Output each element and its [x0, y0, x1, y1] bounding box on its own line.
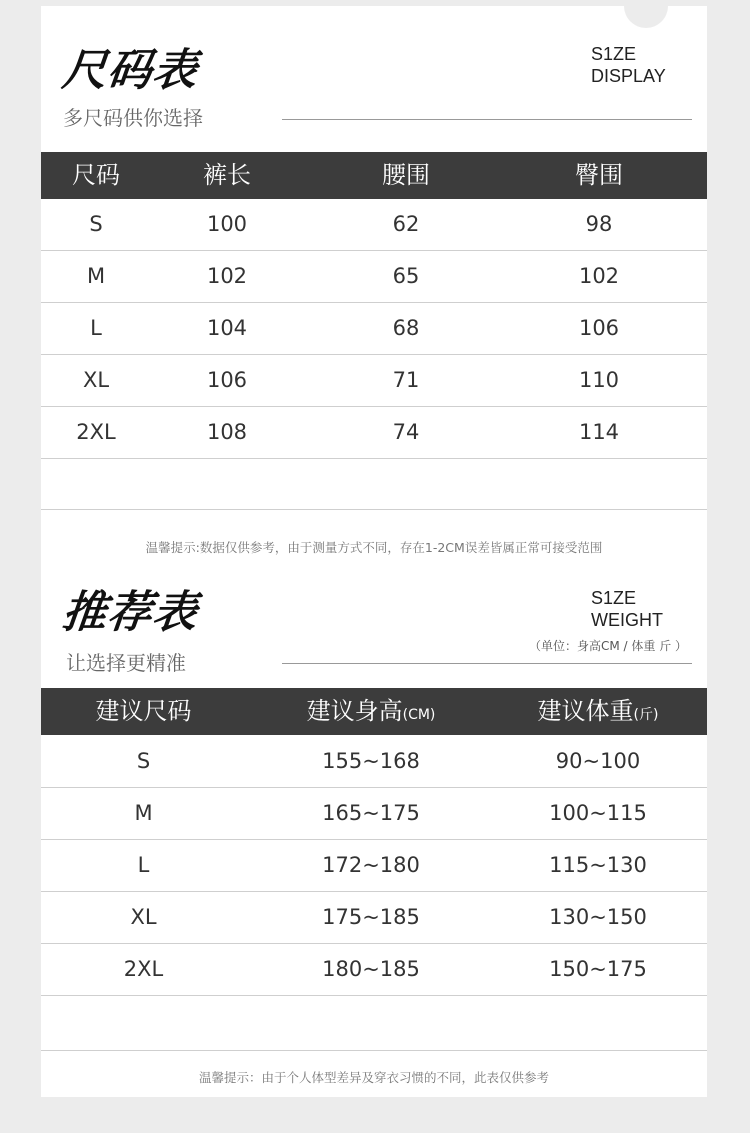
recommend-en-line1: S1ZE: [591, 588, 637, 608]
size-cell-size: XL: [82, 368, 110, 392]
recommend-table-header: [41, 688, 707, 735]
recommend-table-row: [41, 944, 707, 996]
size-table-tip: 温馨提示:数据仅供参考，由于测量方式不同，存在1-2CM误差皆属正常可接受范围: [145, 540, 603, 555]
recommend-table-row: [41, 840, 707, 892]
size-header-size: 尺码: [72, 161, 120, 189]
recommend-cell-weight: 115~130: [549, 853, 647, 877]
size-en-line2: DISPLAY: [591, 66, 666, 86]
size-cell-size: S: [89, 212, 103, 236]
recommend-cell-size: L: [137, 853, 150, 877]
recommend-cell-weight: 100~115: [549, 801, 647, 825]
recommend-header-weight-unit: (斤): [633, 707, 659, 723]
size-cell-size: L: [90, 316, 102, 340]
recommend-table-row: [41, 788, 707, 840]
recommend-header-size: [56, 688, 231, 735]
recommend-header-weight-label: 建议体重: [537, 697, 634, 725]
size-table-row: [41, 407, 707, 459]
recommend-header-height-unit: (CM): [402, 707, 436, 723]
size-table-title: 尺码表: [59, 45, 201, 96]
size-cell-length: 104: [206, 316, 248, 340]
recommend-cell-weight: 90~100: [555, 749, 641, 773]
size-en-line1: S1ZE: [591, 44, 637, 64]
size-header-length: 裤长: [203, 161, 251, 189]
size-cell-waist: 74: [392, 420, 420, 444]
recommend-cell-height: 155~168: [322, 749, 420, 773]
recommend-en-line2: WEIGHT: [591, 610, 663, 630]
size-table-row: [41, 303, 707, 355]
size-table-row: [41, 199, 707, 251]
size-table-row: [41, 355, 707, 407]
size-cell-length: 108: [206, 420, 248, 444]
recommend-header-height: [271, 688, 471, 735]
size-cell-hip: 106: [578, 316, 620, 340]
recommend-cell-size: 2XL: [123, 957, 164, 981]
card-notch: [624, 0, 668, 28]
size-cell-size: 2XL: [76, 420, 116, 444]
recommend-cell-height: 165~175: [322, 801, 420, 825]
size-cell-hip: 114: [578, 420, 620, 444]
recommend-header-height-label: 建议身高: [306, 697, 403, 725]
recommend-header-weight: [503, 688, 693, 735]
size-title-rule: [282, 119, 692, 120]
recommend-cell-weight: 130~150: [549, 905, 647, 929]
recommend-cell-weight: 150~175: [549, 957, 647, 981]
recommend-table-row: [41, 892, 707, 944]
recommend-title-rule: [282, 663, 692, 664]
size-table-header: [41, 152, 707, 199]
recommend-table-title: 推荐表: [59, 587, 201, 638]
size-header-waist: 腰围: [382, 161, 430, 189]
size-cell-length: 102: [206, 264, 248, 288]
recommend-section-divider: [41, 1050, 707, 1051]
size-section-divider: [41, 509, 707, 510]
size-cell-waist: 71: [392, 368, 420, 392]
size-table-row: [41, 251, 707, 303]
size-cell-waist: 68: [392, 316, 420, 340]
recommend-header-size-label: 建议尺码: [95, 697, 192, 725]
size-header-hip: 臀围: [575, 161, 623, 189]
recommend-table-tip: 温馨提示：由于个人体型差异及穿衣习惯的不同，此表仅供参考: [198, 1070, 549, 1085]
size-table-subtitle: 多尺码供你选择: [63, 106, 203, 130]
recommend-en-label: [591, 587, 663, 631]
recommend-table-subtitle: 让选择更精准: [66, 651, 186, 675]
recommend-cell-size: XL: [130, 905, 157, 929]
size-cell-waist: 65: [392, 264, 420, 288]
size-cell-hip: 98: [585, 212, 613, 236]
size-cell-length: 100: [206, 212, 248, 236]
size-en-label: [591, 43, 666, 87]
recommend-cell-size: M: [134, 801, 153, 825]
recommend-table-row: [41, 736, 707, 788]
size-cell-hip: 110: [578, 368, 620, 392]
recommend-cell-height: 175~185: [322, 905, 420, 929]
recommend-cell-height: 172~180: [322, 853, 420, 877]
size-cell-hip: 102: [578, 264, 620, 288]
size-chart-card: [41, 6, 707, 1097]
recommend-cell-height: 180~185: [322, 957, 420, 981]
size-cell-size: M: [86, 264, 106, 288]
recommend-unit-note: （单位：身高CM / 体重 斤 ）: [529, 639, 688, 653]
recommend-cell-size: S: [136, 749, 151, 773]
size-cell-length: 106: [206, 368, 248, 392]
size-cell-waist: 62: [392, 212, 420, 236]
